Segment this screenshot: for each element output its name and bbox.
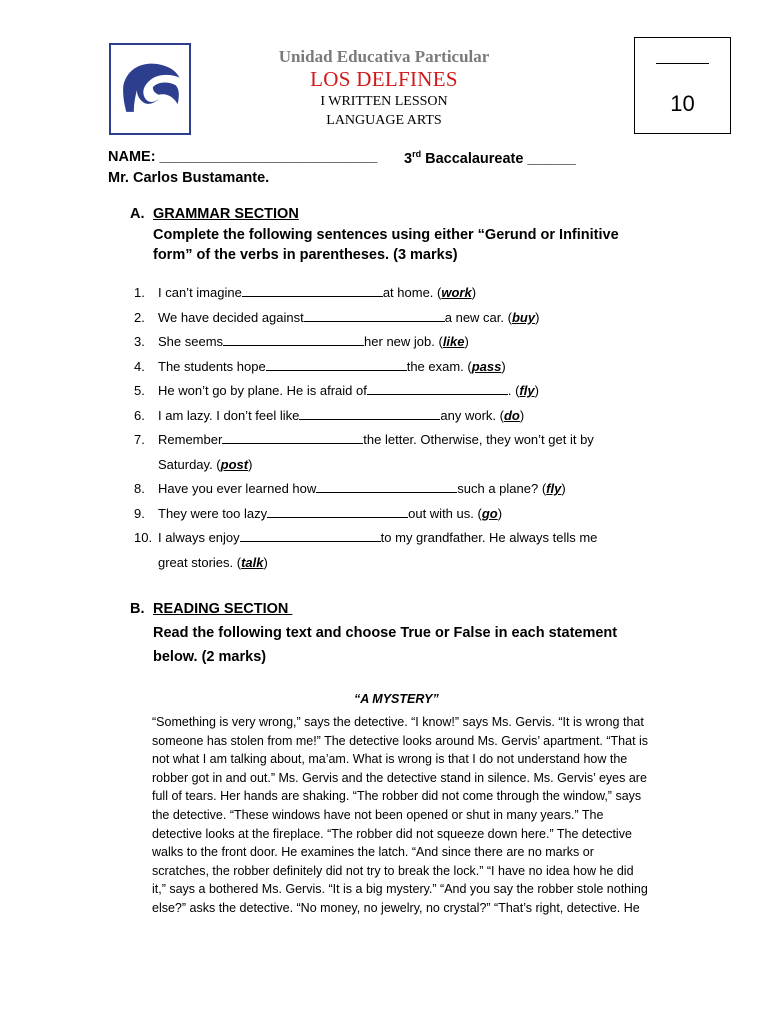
grammar-instruction [153,225,619,265]
question-number: 9. [134,506,145,521]
question-text: ) [471,285,477,300]
story-line: walks to the front door. He examines the latch. “And since there are no marks or [152,845,594,860]
answer-blank [240,530,381,542]
question-text: He won’t go by plane. He is afraid of [158,383,367,398]
verb-hint: talk [241,555,264,570]
course-field [404,149,576,167]
story-line: it,” says a bothered Ms. Gervis. “It is a big mystery.” “And you say the robber stole nothing [152,882,648,897]
course-superscript: rd [412,149,422,159]
instruction-line: below. (2 marks) [153,649,267,665]
question-text: at home. ( [382,285,442,300]
verb-hint: pass [471,359,502,374]
story-line: full of tears. Her hands are shaking. “The robber did not come through the window,” says [152,789,642,804]
story-line: scratches, the robber definitely did not try to break the lock.” “I have no idea how he did [152,863,634,878]
question-text: out with us. ( [408,506,482,521]
question-text: She seems [158,334,224,349]
question-text: the exam. ( [406,359,472,374]
question-text: ) [519,408,525,423]
verb-hint: do [503,408,520,423]
answer-blank [267,506,408,518]
course-number: 3 [404,150,413,167]
question-text: the letter. Otherwise, they won’t get it by [363,432,594,447]
dolphin-wave-icon [111,45,189,133]
question-text: ) [561,481,566,496]
verb-hint: fly [519,383,535,398]
story-title: “A MYSTERY” [354,692,439,706]
verb-hint: fly [546,481,562,496]
story-line: robber got in and out.” Ms. Gervis and the detective stand in silence. Ms. Gervis’ eyes are [152,770,647,785]
verb-hint: buy [511,310,536,325]
question-item [134,359,506,375]
question-number: 7. [134,432,145,447]
question-text: I am lazy. I don’t feel like [158,408,300,423]
section-letter: B. [130,601,145,617]
answer-blank [223,334,364,346]
question-text: Have you ever learned how [158,481,317,496]
question-item [134,408,524,424]
story-text [152,713,660,918]
answer-blank [304,310,445,322]
question-text: any work. ( [440,408,504,423]
question-text: her new job. ( [364,334,443,349]
school-name: LOS DELFINES [310,67,458,91]
question-text: ) [497,506,503,521]
subject-title: LANGUAGE ARTS [326,113,442,128]
answer-blank [367,383,508,395]
reading-section-heading [130,601,292,617]
question-text: Saturday. ( [158,457,221,472]
instruction-line: Read the following text and choose True or False in each statement [153,625,618,641]
question-number: 5. [134,383,145,398]
school-type: Unidad Educativa Particular [278,47,490,66]
student-name-field: NAME: ___________________________ [108,149,378,165]
question-number: 8. [134,481,145,496]
answer-blank [222,432,363,444]
question-number: 1. [134,285,145,300]
story-line: the detective. “These windows have not been opened or shut in many years.” The [152,807,604,822]
verb-hint: work [441,285,472,300]
question-item [134,432,594,448]
instruction-line: Complete the following sentences using either “Gerund or Infinitive [153,227,619,243]
story-line: not what I am talking about, ma’am. What is wrong is that I do not understand how the [152,752,628,767]
question-text: such a plane? ( [457,481,547,496]
question-continuation [158,457,252,473]
section-title: GRAMMAR SECTION [153,206,299,222]
question-number: 2. [134,310,145,325]
teacher-name: Mr. Carlos Bustamante. [108,170,270,186]
answer-blank [299,408,440,420]
answer-blank [266,359,407,371]
question-text: . ( [507,383,520,398]
answer-blank [316,481,457,493]
section-letter: A. [130,206,145,222]
question-text: ) [534,383,539,398]
question-text: I always enjoy [158,530,240,545]
question-item [134,481,566,497]
answer-blank [242,285,383,297]
reading-instruction [153,621,617,669]
lesson-title: I WRITTEN LESSON [320,94,448,109]
verb-hint: like [442,334,465,349]
course-label: Baccalaureate ______ [421,150,576,167]
question-text: great stories. ( [158,555,242,570]
question-continuation [158,555,268,571]
question-item [134,506,502,522]
question-number: 4. [134,359,145,374]
school-logo [109,43,191,135]
question-number: 6. [134,408,145,423]
question-text: ) [501,359,506,374]
grammar-section-heading [130,206,299,222]
story-line: someone has stolen from me!” The detective looks around Ms. Gervis’ apartment. “That is [152,733,649,748]
score-box [634,37,731,134]
question-text: I can’t imagine [158,285,242,300]
question-text: ) [248,457,253,472]
story-line: detective looks at the fireplace. “The robber did not squeeze down here.” The detective [152,826,632,841]
question-text: ) [263,555,268,570]
question-text: ) [464,334,469,349]
question-number: 3. [134,334,145,349]
score-total: 10 [670,91,695,116]
story-line: else?” asks the detective. “No money, no jewelry, no crystal?” “That’s right, detective. He [152,900,640,915]
question-text: We have decided against [158,310,304,325]
question-text: to my grandfather. He always tells me [380,530,598,545]
story-line: “Something is very wrong,” says the detective. “I know!” says Ms. Gervis. “It is wrong that [152,715,644,729]
question-item [134,530,597,546]
verb-hint: go [481,506,498,521]
question-item [134,334,469,350]
question-item [134,383,539,399]
score-blank-line [656,63,709,64]
instruction-line: form” of the verbs in parentheses. (3 marks) [153,247,458,263]
question-text: a new car. ( [444,310,512,325]
verb-hint: post [220,457,249,472]
question-text: The students hope [158,359,266,374]
question-text: They were too lazy [158,506,268,521]
section-title: READING SECTION [153,601,293,617]
question-item [134,285,476,301]
question-item [134,310,539,326]
question-text: ) [535,310,540,325]
question-number: 10. [134,530,153,545]
question-text: Remember [158,432,223,447]
